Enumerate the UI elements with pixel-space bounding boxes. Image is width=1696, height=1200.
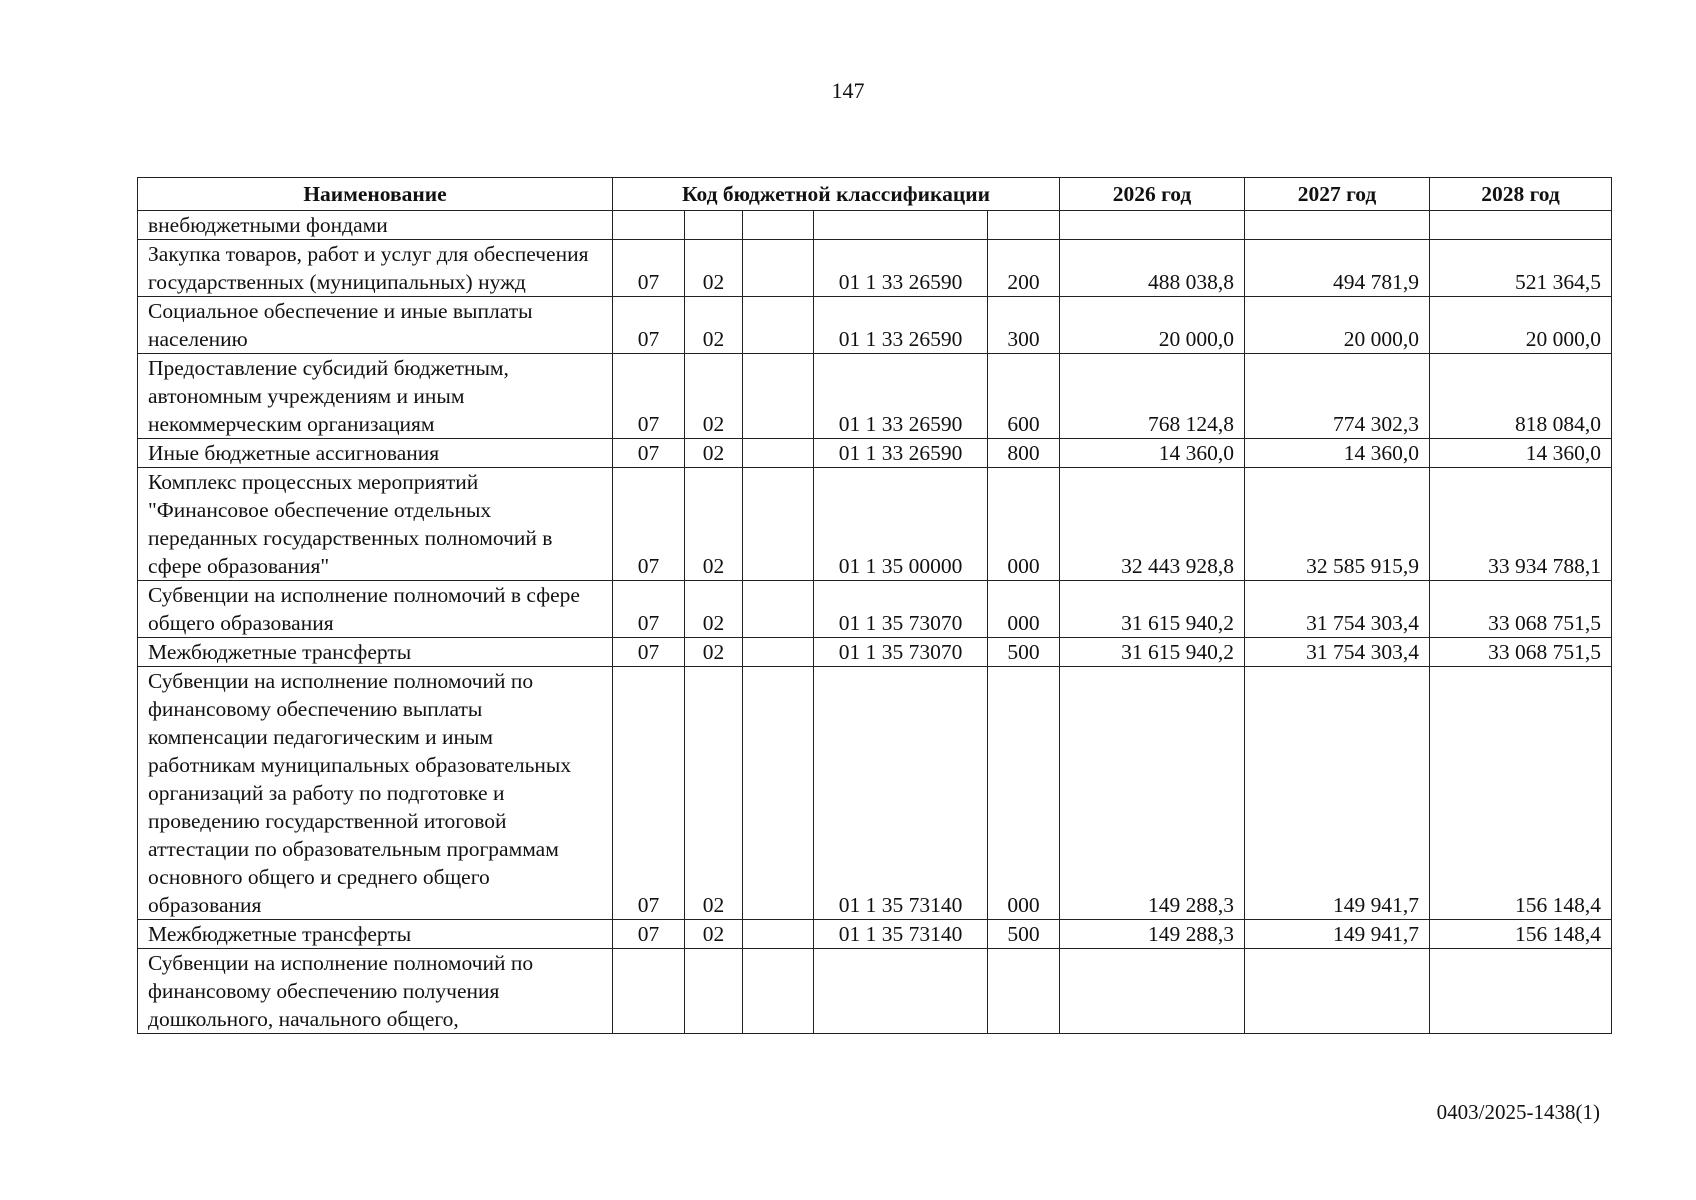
row-expense-type-code: 500 [988,638,1060,667]
row-amount-2026: 149 288,3 [1060,667,1245,920]
row-name: Субвенции на исполнение полномочий по финансовому обеспечению выплаты компенсации педагогическим и иным работникам муниципальных образовательных организаций за работу по подготовке и проведению государственной итоговой аттестации по образовательным программам основного общего и среднего общего образования [138,667,613,920]
row-name: Субвенции на исполнение полномочий по финансовому обеспечению получения дошкольного, начального общего, [138,949,613,1034]
row-amount-2026: 31 615 940,2 [1060,581,1245,638]
row-subsection-code: 02 [685,240,743,297]
row-section-code: 07 [613,297,685,354]
row-amount-2027: 14 360,0 [1245,439,1430,468]
row-target-article-code: 01 1 33 26590 [814,439,988,468]
row-target-article-code: 01 1 35 73140 [814,667,988,920]
row-section-code: 07 [613,581,685,638]
row-subsection-code: 02 [685,638,743,667]
row-subsection-code [685,211,743,240]
row-amount-2027: 31 754 303,4 [1245,581,1430,638]
row-spacer-cell [743,667,814,920]
row-subsection-code: 02 [685,354,743,439]
row-expense-type-code: 500 [988,920,1060,949]
table-row [138,920,1612,949]
row-name: Предоставление субсидий бюджетным, автономным учреждениям и иным некоммерческим организациям [138,354,613,439]
row-name: Субвенции на исполнение полномочий в сфере общего образования [138,581,613,638]
row-amount-2027: 31 754 303,4 [1245,638,1430,667]
row-section-code: 07 [613,240,685,297]
header-2028: 2028 год [1430,178,1612,211]
table-row [138,667,1612,920]
table-row [138,297,1612,354]
row-target-article-code: 01 1 35 73140 [814,920,988,949]
row-section-code: 07 [613,468,685,581]
row-amount-2026: 149 288,3 [1060,920,1245,949]
row-amount-2027: 32 585 915,9 [1245,468,1430,581]
row-expense-type-code [988,949,1060,1034]
header-2026: 2026 год [1060,178,1245,211]
row-subsection-code: 02 [685,439,743,468]
row-amount-2028: 156 148,4 [1430,920,1612,949]
row-target-article-code [814,949,988,1034]
row-section-code: 07 [613,667,685,920]
row-amount-2026: 20 000,0 [1060,297,1245,354]
row-amount-2028 [1430,949,1612,1034]
row-section-code: 07 [613,354,685,439]
row-spacer-cell [743,638,814,667]
row-amount-2027: 20 000,0 [1245,297,1430,354]
row-expense-type-code [988,211,1060,240]
row-amount-2026: 768 124,8 [1060,354,1245,439]
row-expense-type-code: 200 [988,240,1060,297]
row-name: Закупка товаров, работ и услуг для обеспечения государственных (муниципальных) нужд [138,240,613,297]
row-name: внебюджетными фондами [138,211,613,240]
table-row [138,439,1612,468]
row-amount-2028: 521 364,5 [1430,240,1612,297]
row-name: Межбюджетные трансферты [138,638,613,667]
row-expense-type-code: 000 [988,581,1060,638]
row-amount-2028: 33 934 788,1 [1430,468,1612,581]
row-amount-2028: 14 360,0 [1430,439,1612,468]
header-name: Наименование [138,178,613,211]
row-spacer-cell [743,211,814,240]
row-amount-2026 [1060,211,1245,240]
row-expense-type-code: 000 [988,667,1060,920]
row-section-code: 07 [613,439,685,468]
row-target-article-code: 01 1 33 26590 [814,354,988,439]
row-amount-2026: 488 038,8 [1060,240,1245,297]
header-code: Код бюджетной классификации [613,178,1060,211]
row-amount-2027 [1245,211,1430,240]
table-row [138,949,1612,1034]
row-target-article-code [814,211,988,240]
row-amount-2026: 14 360,0 [1060,439,1245,468]
row-amount-2028: 20 000,0 [1430,297,1612,354]
row-spacer-cell [743,949,814,1034]
row-subsection-code: 02 [685,581,743,638]
row-subsection-code: 02 [685,297,743,354]
table-row [138,468,1612,581]
table-row [138,211,1612,240]
row-amount-2028: 33 068 751,5 [1430,638,1612,667]
table-row [138,354,1612,439]
row-amount-2027: 774 302,3 [1245,354,1430,439]
row-target-article-code: 01 1 35 73070 [814,638,988,667]
row-spacer-cell [743,920,814,949]
row-name: Комплекс процессных мероприятий "Финансовое обеспечение отдельных переданных государственных полномочий в сфере образования" [138,468,613,581]
row-subsection-code: 02 [685,920,743,949]
row-name: Межбюджетные трансферты [138,920,613,949]
row-subsection-code: 02 [685,468,743,581]
row-section-code [613,949,685,1034]
row-section-code: 07 [613,920,685,949]
row-expense-type-code: 600 [988,354,1060,439]
row-amount-2027 [1245,949,1430,1034]
row-target-article-code: 01 1 35 73070 [814,581,988,638]
row-amount-2028: 33 068 751,5 [1430,581,1612,638]
row-amount-2027: 149 941,7 [1245,920,1430,949]
row-amount-2026 [1060,949,1245,1034]
row-expense-type-code: 800 [988,439,1060,468]
page-number: 147 [831,78,865,103]
row-name: Иные бюджетные ассигнования [138,439,613,468]
row-amount-2028 [1430,211,1612,240]
table-row [138,240,1612,297]
budget-table [137,177,1612,1034]
row-amount-2028: 156 148,4 [1430,667,1612,920]
row-amount-2026: 31 615 940,2 [1060,638,1245,667]
row-target-article-code: 01 1 35 00000 [814,468,988,581]
row-name: Социальное обеспечение и иные выплаты населению [138,297,613,354]
row-target-article-code: 01 1 33 26590 [814,297,988,354]
row-spacer-cell [743,297,814,354]
table-header-row [138,178,1612,211]
row-expense-type-code: 300 [988,297,1060,354]
header-2027: 2027 год [1245,178,1430,211]
document-code: 0403/2025-1438(1) [1436,1100,1600,1124]
row-spacer-cell [743,581,814,638]
table-row [138,638,1612,667]
row-spacer-cell [743,439,814,468]
row-subsection-code [685,949,743,1034]
table-body [138,211,1612,1034]
row-subsection-code: 02 [685,667,743,920]
row-amount-2027: 494 781,9 [1245,240,1430,297]
row-spacer-cell [743,354,814,439]
row-section-code [613,211,685,240]
row-amount-2026: 32 443 928,8 [1060,468,1245,581]
row-section-code: 07 [613,638,685,667]
table-row [138,581,1612,638]
row-expense-type-code: 000 [988,468,1060,581]
row-spacer-cell [743,468,814,581]
row-spacer-cell [743,240,814,297]
row-target-article-code: 01 1 33 26590 [814,240,988,297]
row-amount-2027: 149 941,7 [1245,667,1430,920]
row-amount-2028: 818 084,0 [1430,354,1612,439]
